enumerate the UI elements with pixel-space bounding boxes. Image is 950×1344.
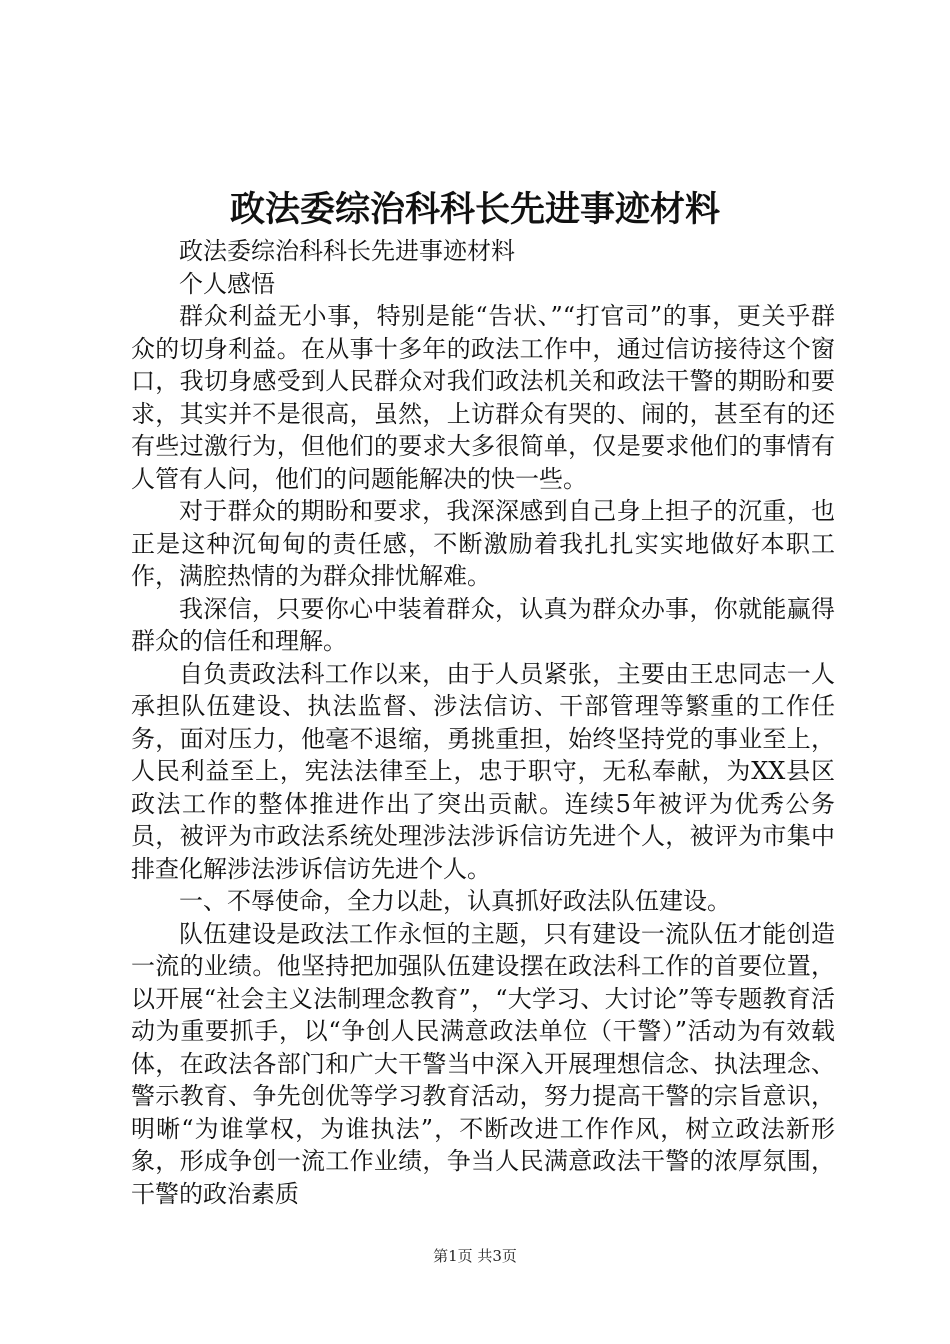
paragraph: 群众利益无小事，特别是能“告状、”“打官司”的事，更关乎群众的切身利益。在从事十多年的政法工作中，通过信访接待这个窗口，我切身感受到人民群众对我们政法机关和政法干警的期盼和要求，其实并不是很高，虽然，上访群众有哭的、闹的，甚至有的还有些过激行为，但他们的要求大多很简单，仅是要求他们的事情有人管有人问，他们的问题能解决的快一些。 [131, 302, 835, 493]
page-footer: 第1页 共3页 [433, 1247, 517, 1265]
document-title: 政法委综治科科长先进事迹材料 [229, 189, 720, 230]
paragraph: 对于群众的期盼和要求，我深深感到自己身上担子的沉重，也正是这种沉甸甸的责任感，不断激励着我扎扎实实地做好本职工作，满腔热情的为群众排忧解难。 [131, 497, 835, 590]
paragraph: 自负责政法科工作以来，由于人员紧张，主要由王忠同志一人承担队伍建设、执法监督、涉法信访、干部管理等繁重的工作任务，面对压力，他毫不退缩，勇挑重担，始终坚持党的事业至上，人民利益至上，宪法法律至上，忠于职守，无私奉献，为XX县区政法工作的整体推进作出了突出贡献。连续5年被评为优秀公务员，被评为市政法系统处理涉法涉诉信访先进个人，被评为市集中排查化解涉法涉诉信访先进个人。 [131, 659, 835, 883]
document-body [131, 235, 835, 1210]
paragraph: 我深信，只要你心中装着群众，认真为群众办事，你就能赢得群众的信任和理解。 [131, 594, 835, 655]
paragraph-section-label: 个人感悟 [179, 269, 275, 298]
paragraph-subtitle: 政法委综治科科长先进事迹材料 [179, 237, 515, 265]
paragraph: 队伍建设是政法工作永恒的主题，只有建设一流队伍才能创造一流的业绩。他坚持把加强队伍建设摆在政法科工作的首要位置，以开展“社会主义法制理念教育”，“大学习、大讨论”等专题教育活动为重要抓手，以“争创人民满意政法单位（干警）”活动为有效载体，在政法各部门和广大干警当中深入开展理想信念、执法理念、警示教育、争先创优等学习教育活动，努力提高干警的宗旨意识，明晰“为谁掌权，为谁执法”，不断改进工作作风，树立政法新形象，形成争创一流工作业绩，争当人民满意政法干警的浓厚氛围，干警的政治素质 [131, 919, 835, 1208]
section-heading: 一、不辱使命，全力以赴，认真抓好政法队伍建设。 [179, 887, 731, 915]
